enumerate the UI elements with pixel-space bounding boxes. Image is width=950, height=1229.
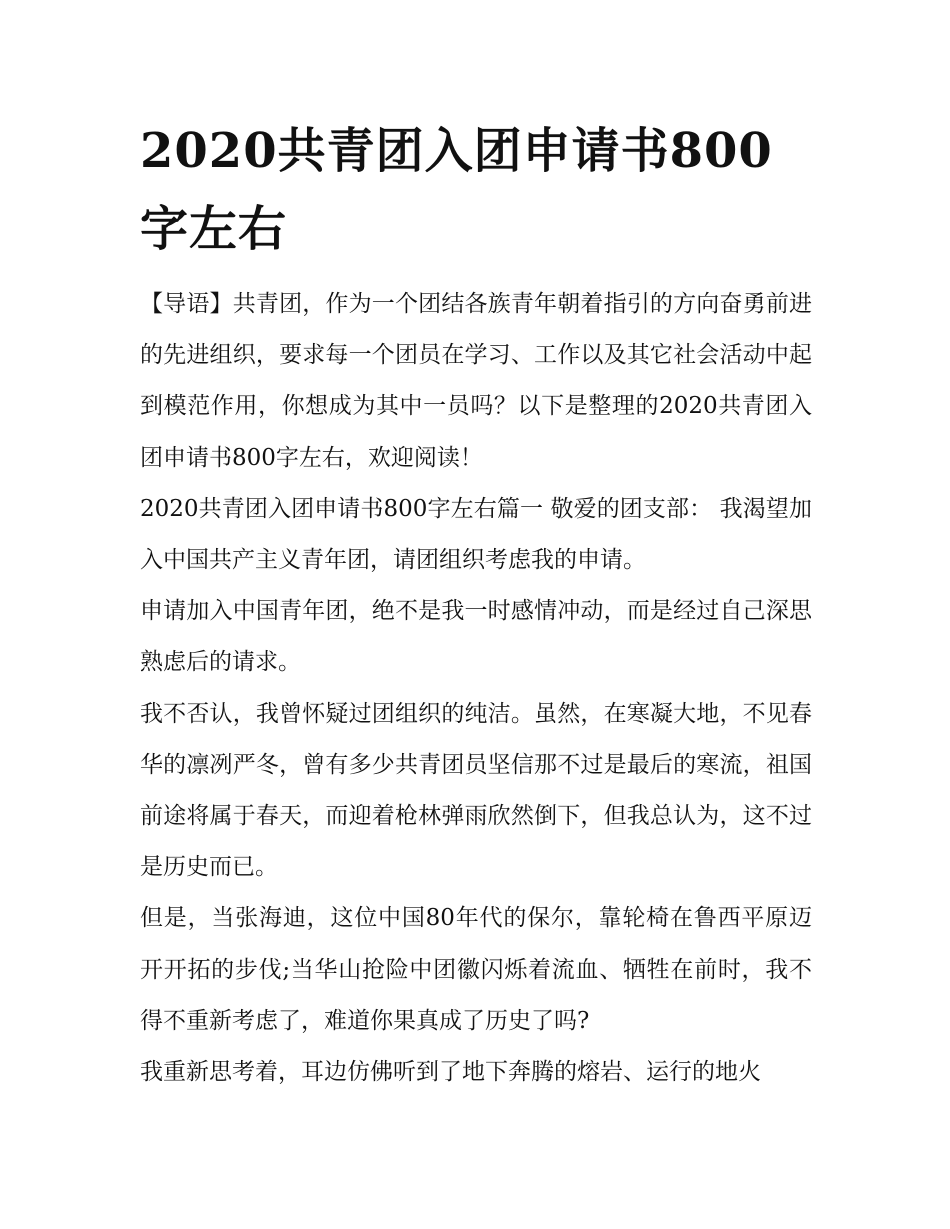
document-body [140, 279, 812, 1098]
paragraph: 申请加入中国青年团，绝不是我一时感情冲动，而是经过自己深思熟虑后的请求。 [140, 598, 812, 676]
document-title: 2020共青团入团申请书800字左右 [140, 123, 773, 257]
paragraph-intro: 【导语】共青团，作为一个团结各族青年朝着指引的方向奋勇前进的先进组织，要求每一个团员在学习、工作以及其它社会活动中起到模范作用，你想成为其中一员吗？以下是整理的2020共青团入团申请书800字左右，欢迎阅读！ [140, 291, 812, 471]
paragraph: 我重新思考着，耳边仿佛听到了地下奔腾的熔岩、运行的地火 [140, 1059, 761, 1086]
paragraph-salutation: 2020共青团入团申请书800字左右篇一 敬爱的团支部： 我渴望加入中国共产主义青年团，请团组织考虑我的申请。 [140, 495, 812, 574]
document-content [140, 112, 812, 1098]
paragraph: 我不否认，我曾怀疑过团组织的纯洁。虽然，在寒凝大地，不见春华的凛冽严冬，曾有多少共青团员坚信那不过是最后的寒流，祖国前途将属于春天，而迎着枪林弹雨欣然倒下，但我总认为，这不过是历史而已。 [140, 700, 812, 881]
paragraph: 但是，当张海迪，这位中国80年代的保尔，靠轮椅在鲁西平原迈开开拓的步伐;当华山抢险中团徽闪烁着流血、牺牲在前时，我不得不重新考虑了，难道你果真成了历史了吗? [140, 905, 812, 1034]
